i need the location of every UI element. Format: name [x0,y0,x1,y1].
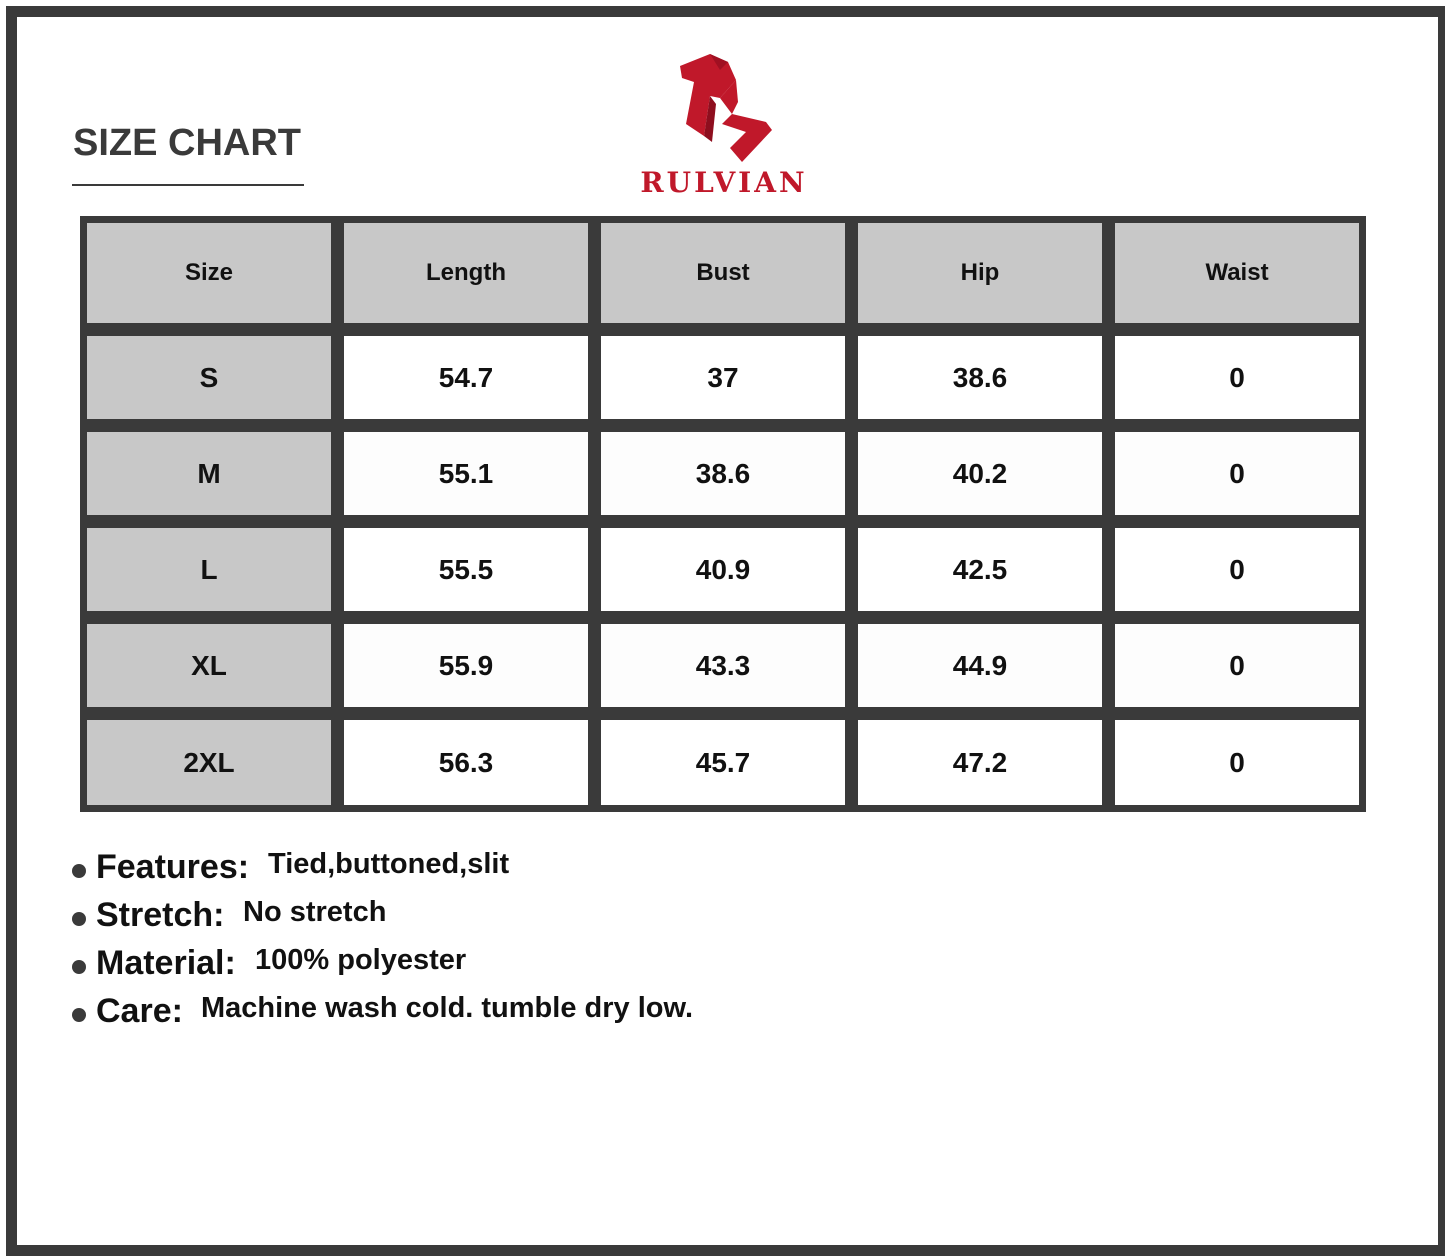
size-cell: XL [87,624,331,707]
column-header-length: Length [344,223,588,323]
bust-cell: 40.9 [601,528,845,611]
waist-cell: 0 [1115,528,1359,611]
size-cell: 2XL [87,720,331,805]
waist-cell: 0 [1115,432,1359,515]
brand-logo-mark-icon [676,52,774,164]
hip-cell: 38.6 [858,336,1102,419]
feature-value: No stretch [243,896,387,928]
column-header-size: Size [87,223,331,323]
length-cell: 55.5 [344,528,588,611]
size-cell: M [87,432,331,515]
feature-label: Care: [96,992,183,1030]
length-cell: 55.9 [344,624,588,707]
brand-name: RULVIAN [640,166,808,199]
waist-cell: 0 [1115,336,1359,419]
page-title: SIZE CHART [73,122,301,164]
bullet-icon [72,960,86,974]
feature-value: Tied,buttoned,slit [268,848,510,880]
title-underline [72,184,304,186]
hip-cell: 47.2 [858,720,1102,805]
length-cell: 55.1 [344,432,588,515]
feature-value: Machine wash cold. tumble dry low. [201,992,694,1024]
bullet-icon [72,912,86,926]
length-cell: 54.7 [344,336,588,419]
bust-cell: 38.6 [601,432,845,515]
bust-cell: 45.7 [601,720,845,805]
size-table [80,216,1366,812]
bullet-icon [72,1008,86,1022]
bust-cell: 43.3 [601,624,845,707]
column-header-waist: Waist [1115,223,1359,323]
waist-cell: 0 [1115,624,1359,707]
length-cell: 56.3 [344,720,588,805]
bullet-icon [72,864,86,878]
size-cell: L [87,528,331,611]
waist-cell: 0 [1115,720,1359,805]
bust-cell: 37 [601,336,845,419]
feature-value: 100% polyester [255,944,467,976]
column-header-bust: Bust [601,223,845,323]
size-cell: S [87,336,331,419]
feature-label: Stretch: [96,896,225,934]
column-header-hip: Hip [858,223,1102,323]
feature-label: Features: [96,848,250,886]
brand-logo [626,50,822,200]
hip-cell: 44.9 [858,624,1102,707]
hip-cell: 40.2 [858,432,1102,515]
hip-cell: 42.5 [858,528,1102,611]
feature-label: Material: [96,944,236,982]
